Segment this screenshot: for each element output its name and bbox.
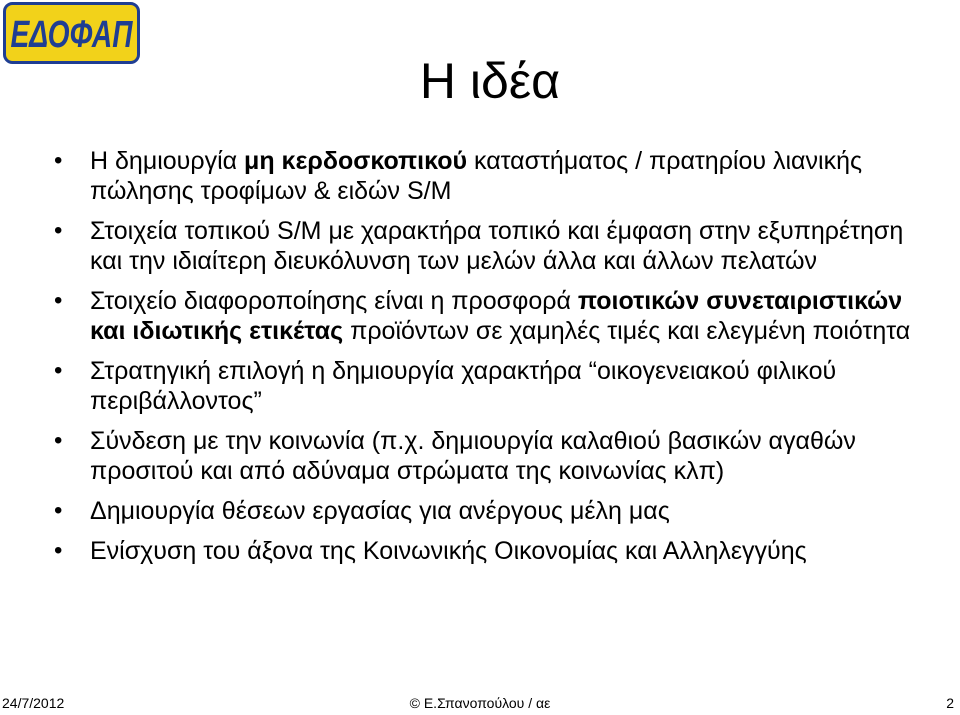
- bullet-text: καταστήματος / πρατηρίου λιανικής πώλησης τροφίμων & ειδών S/M: [90, 147, 863, 205]
- bullet-text: Στοιχείο διαφοροποίησης είναι η προσφορά: [90, 287, 578, 315]
- bullet-text: Η δημιουργία: [90, 147, 245, 175]
- bullet-text: Δημιουργία θέσεων εργασίας για ανέργους μέλη μας: [90, 497, 670, 525]
- bullet-dot-icon: •: [54, 147, 63, 174]
- bullet-dot-icon: •: [54, 537, 63, 564]
- edofap-logo: [3, 2, 140, 64]
- bullet-item: [54, 216, 934, 276]
- bullet-dot-icon: •: [54, 357, 63, 384]
- footer-author: © Ε.Σπανοπούλου / αε: [409, 695, 551, 711]
- bullet-item: [54, 426, 934, 486]
- logo-wordmark: ΕΔΟΦΑΠ: [10, 14, 134, 56]
- bullet-text: Σύνδεση με την κοινωνία (π.χ. δημιουργία καλαθιού βασικών αγαθών προσιτού και από αδύναμα στρώματα της κοινωνίας κλπ): [90, 427, 856, 485]
- bullet-dot-icon: •: [54, 427, 63, 454]
- bullet-item: [54, 536, 934, 566]
- page-number: 2: [946, 695, 954, 711]
- bullet-item: [54, 356, 934, 416]
- bullet-text-bold: ποιοτικών συνεταιριστικών και ιδιωτικής ετικέτας: [90, 287, 903, 345]
- bullet-text: Στρατηγική επιλογή η δημιουργία χαρακτήρα “οικογενειακού φιλικού περιβάλλοντος”: [90, 357, 837, 415]
- bullet-list: [54, 146, 934, 576]
- bullet-text: προϊόντων σε χαμηλές τιμές και ελεγμένη ποιότητα: [343, 317, 911, 345]
- footer-date: 24/7/2012: [2, 695, 65, 711]
- bullet-text-bold: μη κερδοσκοπικού: [244, 147, 468, 175]
- bullet-text: Ενίσχυση του άξονα της Κοινωνικής Οικονομίας και Αλληλεγγύης: [90, 537, 807, 565]
- edofap-logo-graphic: [3, 2, 140, 64]
- slide-footer: [0, 692, 960, 714]
- bullet-text: Στοιχεία τοπικού S/M με χαρακτήρα τοπικό και έμφαση στην εξυπηρέτηση και την ιδιαίτερη διευκόλυνση των μελών άλλα και άλλων πελατών: [90, 217, 904, 275]
- bullet-item: [54, 286, 934, 346]
- bullet-dot-icon: •: [54, 497, 63, 524]
- bullet-dot-icon: •: [54, 217, 63, 244]
- bullet-item: [54, 496, 934, 526]
- bullet-item: [54, 146, 934, 206]
- slide-title: Η ιδέα: [419, 53, 561, 109]
- bullet-dot-icon: •: [54, 287, 63, 314]
